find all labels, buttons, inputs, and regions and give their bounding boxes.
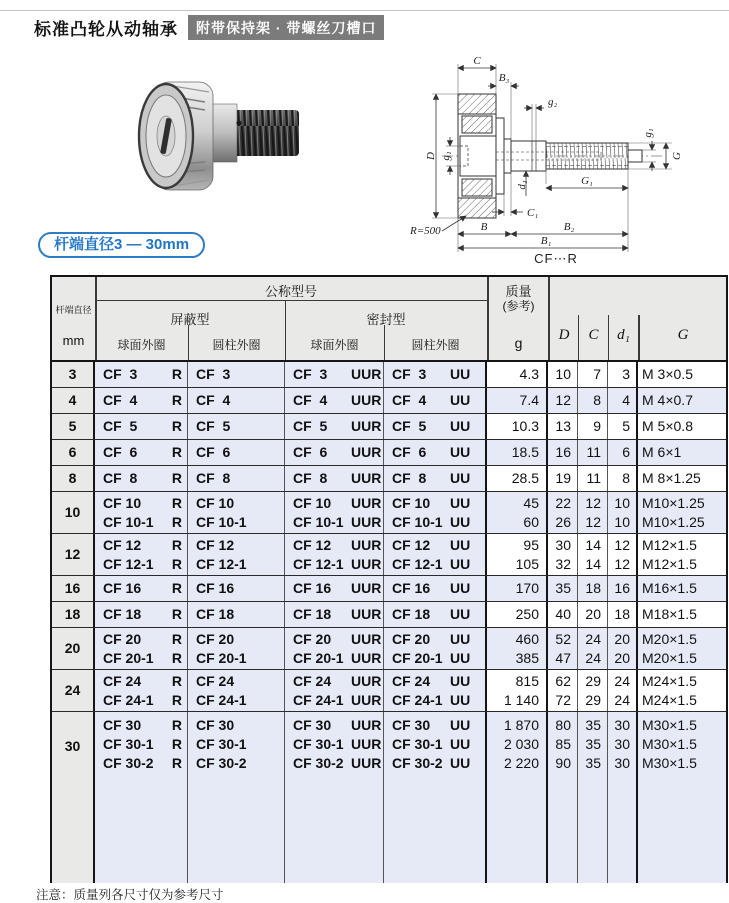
dim-C-cell: 11: [578, 440, 608, 465]
shielded-cylindrical-cell: CF 10 CF 10-1: [188, 492, 285, 533]
shielded-spherical-cell: CF 20 R CF 20-1 R: [95, 628, 188, 669]
dim-D-cell: 13: [548, 414, 578, 439]
shielded-cylindrical-cell: CF 20 CF 20-1: [188, 628, 285, 669]
thread-G-cell: M18×1.5: [642, 606, 697, 622]
top-rule: [0, 10, 729, 11]
thread-G-cell: M12×1.5 M12×1.5: [642, 536, 697, 572]
mass-cell: 1 870 2 030 2 220: [487, 712, 548, 883]
dim-d1-cell: 8: [608, 466, 638, 491]
shielded-cylindrical-cell: CF 30 CF 30-1 CF 30-2: [188, 712, 285, 883]
shielded-cylindrical-cell: CF 18: [188, 602, 285, 627]
dim-C-cell: 12 12: [578, 492, 608, 533]
mass-cell: 250: [487, 602, 548, 627]
dim-d1-cell: 16: [608, 576, 638, 601]
sealed-cylindrical-cell: CF 18 UU: [384, 602, 487, 627]
table-row: [52, 414, 726, 440]
rod-diameter-cell: 20: [52, 628, 95, 669]
dim-label-d1: d₁: [516, 180, 528, 190]
shielded-cylindrical-cell: CF 24 CF 24-1: [188, 670, 285, 711]
header-C: C: [588, 327, 599, 343]
dim-C-cell: 9: [578, 414, 608, 439]
table-row: [52, 362, 726, 388]
rod-diameter-cell: 5: [52, 414, 95, 439]
table-header: [52, 277, 726, 362]
dim-label-B1: B₁: [540, 235, 552, 247]
sealed-spherical-cell: CF 30 UUR CF 30-1 UUR CF 30-2 UUR: [285, 712, 384, 883]
header-spherical-od: 球面外圈: [310, 338, 359, 352]
shielded-spherical-cell: CF 6 R: [95, 440, 188, 465]
dim-label-B: B: [480, 221, 488, 233]
sealed-spherical-cell: CF 3 UUR: [285, 362, 384, 387]
header-mass-ref: (参考): [502, 299, 535, 313]
table-row: [52, 388, 726, 414]
sealed-cylindrical-cell: CF 4 UU: [384, 388, 487, 413]
shielded-cylindrical-cell: CF 5: [188, 414, 285, 439]
spec-table: [50, 275, 728, 883]
thread-G-cell: M 3×0.5: [642, 366, 693, 382]
shielded-spherical-cell: CF 5 R: [95, 414, 188, 439]
dim-d1-cell: 5: [608, 414, 638, 439]
rod-diameter-cell: 16: [52, 576, 95, 601]
dim-label-g1-right: g₁: [642, 128, 654, 138]
dim-label-B2: B₂: [563, 221, 575, 233]
dim-d1-cell: 12 12: [608, 534, 638, 575]
thread-G-cell: M 8×1.25: [642, 470, 701, 486]
dim-d1-cell: 20 20: [608, 628, 638, 669]
table-row: [52, 440, 726, 466]
sealed-cylindrical-cell: CF 30 UU CF 30-1 UU CF 30-2 UU: [384, 712, 487, 883]
mass-cell: 815 1 140: [487, 670, 548, 711]
title-badge: 附带保持架 · 带螺丝刀槽口: [188, 15, 384, 40]
shielded-spherical-cell: CF 4 R: [95, 388, 188, 413]
header-rod-diameter: 杆端直径: [55, 305, 92, 315]
dim-D-cell: 35: [548, 576, 578, 601]
dim-d1-cell: 4: [608, 388, 638, 413]
thread-G-cell: M16×1.5: [638, 576, 726, 601]
thread-G-cell: M30×1.5 M30×1.5 M30×1.5: [638, 712, 726, 883]
dim-D-cell: 80 85 90: [548, 712, 578, 883]
dim-d1-cell: 24 24: [608, 670, 638, 711]
header-shielded: 屏蔽型: [170, 312, 210, 327]
dim-C-cell: 24 24: [578, 628, 608, 669]
mass-cell: 45 60: [487, 492, 548, 533]
sealed-cylindrical-cell: CF 6 UU: [384, 440, 487, 465]
drawing-caption: CF⋯R: [534, 251, 578, 266]
shielded-spherical-cell: CF 10 R CF 10-1 R: [95, 492, 188, 533]
thread-G-cell: M 4×0.7: [638, 388, 726, 413]
mass-cell: 18.5: [487, 440, 548, 465]
sealed-spherical-cell: CF 6 UUR: [285, 440, 384, 465]
header-D: D: [558, 327, 570, 343]
header-sealed: 密封型: [366, 312, 406, 327]
shielded-spherical-cell: CF 12 R CF 12-1 R: [95, 534, 188, 575]
shielded-cylindrical-cell: CF 4: [188, 388, 285, 413]
dim-d1-cell: 6: [608, 440, 638, 465]
rod-diameter-cell: 10: [52, 492, 95, 533]
thread-G-cell: M 6×1: [638, 440, 726, 465]
header-cylindrical-od: 圆柱外圈: [411, 338, 460, 352]
dim-D-cell: 12: [548, 388, 578, 413]
header-mass-unit: g: [514, 335, 523, 351]
sealed-cylindrical-cell: CF 8 UU: [384, 466, 487, 491]
shielded-spherical-cell: CF 3 R: [95, 362, 188, 387]
shielded-cylindrical-cell: CF 16: [188, 576, 285, 601]
table-row: [52, 628, 726, 670]
dim-label-G: G: [671, 152, 683, 160]
sealed-spherical-cell: CF 12 UUR CF 12-1 UUR: [285, 534, 384, 575]
mass-cell: 95 105: [487, 534, 548, 575]
size-range-pill: 杆端直径3 — 30mm: [38, 232, 205, 258]
rod-diameter-cell: 3: [52, 362, 95, 387]
shielded-spherical-cell: CF 24 R CF 24-1 R: [95, 670, 188, 711]
rod-diameter-cell: 12: [52, 534, 95, 575]
thread-G-cell: M10×1.25 M10×1.25: [638, 492, 726, 533]
mass-cell: 460 385: [487, 628, 548, 669]
table-row: [52, 492, 726, 534]
dim-D-cell: 62 72: [548, 670, 578, 711]
sealed-cylindrical-cell: CF 10 UU CF 10-1 UU: [384, 492, 487, 533]
sealed-cylindrical-cell: CF 3 UU: [384, 362, 487, 387]
sealed-cylindrical-cell: CF 5 UU: [384, 414, 487, 439]
sealed-spherical-cell: CF 24 UUR CF 24-1 UUR: [285, 670, 384, 711]
shielded-spherical-cell: CF 16 R: [95, 576, 188, 601]
shielded-cylindrical-cell: CF 8: [188, 466, 285, 491]
sealed-cylindrical-cell: CF 24 UU CF 24-1 UU: [384, 670, 487, 711]
dim-C-cell: 7: [578, 362, 608, 387]
dim-C-cell: 11: [578, 466, 608, 491]
dim-label-g2: g₂: [548, 96, 558, 108]
sealed-cylindrical-cell: CF 16 UU: [384, 576, 487, 601]
rod-diameter-cell: 24: [52, 670, 95, 711]
dim-D-cell: 16: [548, 440, 578, 465]
dim-d1-cell: 3: [608, 362, 638, 387]
grease-hole: [236, 120, 241, 125]
rod-diameter-cell: 18: [52, 602, 95, 627]
thread-G-cell: M20×1.5 M20×1.5: [638, 628, 726, 669]
page-title: 标准凸轮从动轴承: [34, 20, 178, 39]
header-spherical-od: 球面外圈: [117, 338, 166, 352]
mass-cell: 10.3: [487, 414, 548, 439]
dim-C-cell: 35 35 35: [578, 712, 608, 883]
dim-D-cell: 52 47: [548, 628, 578, 669]
table-row: [52, 466, 726, 492]
shielded-cylindrical-cell: CF 6: [188, 440, 285, 465]
footnote: 注意：质量列各尺寸仅为参考尺寸: [36, 888, 224, 902]
dimension-drawing: [396, 38, 726, 266]
dim-d1-cell: 30 30 30: [608, 712, 638, 883]
rod-diameter-cell: 30: [52, 712, 95, 883]
shielded-spherical-cell: CF 30 R CF 30-1 R CF 30-2 R: [95, 712, 188, 883]
section-outline: [442, 94, 662, 218]
header-G: G: [677, 327, 689, 343]
table-row: [52, 670, 726, 712]
shielded-cylindrical-cell: CF 3: [188, 362, 285, 387]
dim-label-G1: G₁: [581, 175, 593, 187]
sealed-spherical-cell: CF 5 UUR: [285, 414, 384, 439]
dim-D-cell: 22 26: [548, 492, 578, 533]
mass-cell: 4.3: [487, 362, 548, 387]
sealed-spherical-cell: CF 18 UUR: [285, 602, 384, 627]
dim-C-cell: 20: [578, 602, 608, 627]
thread-G-cell: M24×1.5 M24×1.5: [642, 672, 697, 708]
dim-label-B3: B₃: [498, 72, 510, 84]
table-body: [52, 362, 726, 883]
header-line: [548, 277, 550, 360]
header-nominal-model: 公称型号: [264, 284, 317, 299]
dim-D-cell: 10: [548, 362, 578, 387]
title-bar: [34, 15, 384, 40]
header-cylindrical-od: 圆柱外圈: [212, 338, 261, 352]
dim-d1-cell: 10 10: [608, 492, 638, 533]
header-line: [95, 300, 489, 301]
header-mm: mm: [62, 333, 85, 348]
dim-label-C1: C₁: [527, 207, 539, 219]
dim-D-cell: 30 32: [548, 534, 578, 575]
sealed-spherical-cell: CF 16 UUR: [285, 576, 384, 601]
dim-C-cell: 8: [578, 388, 608, 413]
dim-D-cell: 40: [548, 602, 578, 627]
shielded-cylindrical-cell: CF 12 CF 12-1: [188, 534, 285, 575]
dim-label-C: C: [473, 55, 481, 67]
sealed-spherical-cell: CF 8 UUR: [285, 466, 384, 491]
sealed-cylindrical-cell: CF 20 UU CF 20-1 UU: [384, 628, 487, 669]
product-photo: [133, 76, 318, 198]
table-row: [52, 712, 726, 883]
dim-label-R500: R=500: [410, 225, 441, 237]
dim-D-cell: 19: [548, 466, 578, 491]
mass-cell: 7.4: [487, 388, 548, 413]
rod-diameter-cell: 6: [52, 440, 95, 465]
sealed-cylindrical-cell: CF 12 UU CF 12-1 UU: [384, 534, 487, 575]
shielded-spherical-cell: CF 8 R: [95, 466, 188, 491]
table-row: [52, 576, 726, 602]
dim-d1-cell: 18: [608, 602, 638, 627]
table-row: [52, 534, 726, 576]
rod-diameter-cell: 8: [52, 466, 95, 491]
dim-label-g1-left: g₁: [440, 151, 452, 161]
dim-C-cell: 18: [578, 576, 608, 601]
dim-C-cell: 29 29: [578, 670, 608, 711]
thread-G-cell: M 5×0.8: [642, 418, 693, 434]
shielded-spherical-cell: CF 18 R: [95, 602, 188, 627]
mass-cell: 28.5: [487, 466, 548, 491]
header-d1: d₁: [617, 327, 630, 343]
dim-C-cell: 14 14: [578, 534, 608, 575]
sealed-spherical-cell: CF 10 UUR CF 10-1 UUR: [285, 492, 384, 533]
dim-label-D: D: [425, 152, 437, 160]
header-mass: 质量: [505, 284, 532, 299]
table-row: [52, 602, 726, 628]
rod-diameter-cell: 4: [52, 388, 95, 413]
sealed-spherical-cell: CF 4 UUR: [285, 388, 384, 413]
sealed-spherical-cell: CF 20 UUR CF 20-1 UUR: [285, 628, 384, 669]
mass-cell: 170: [487, 576, 548, 601]
